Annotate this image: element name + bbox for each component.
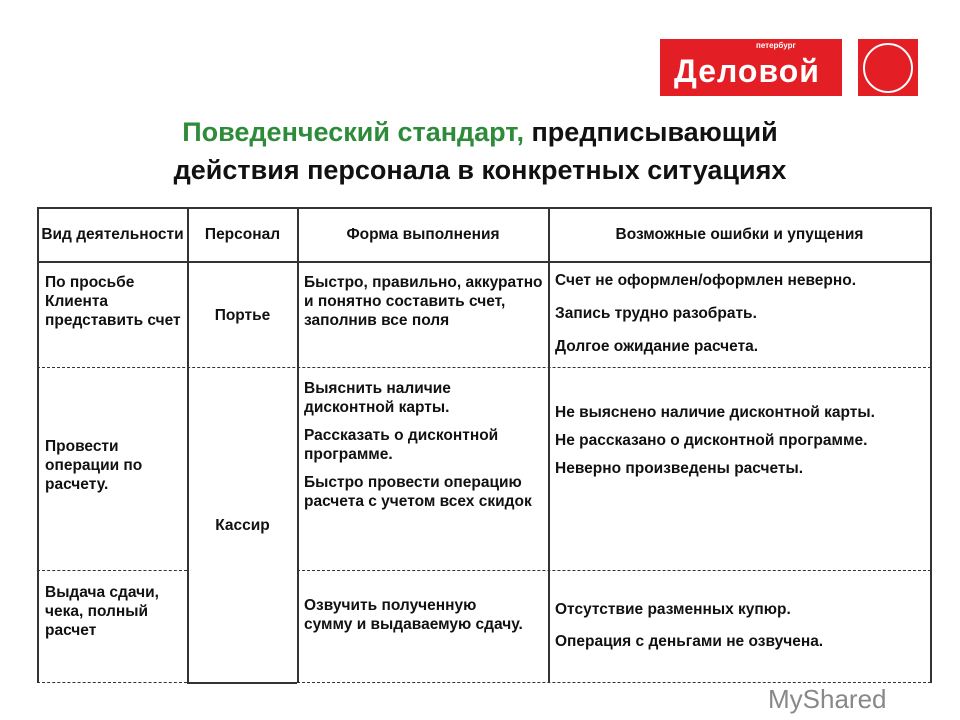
emblem-logo <box>858 39 918 96</box>
watermark: MyShared <box>768 684 887 714</box>
row1-errors <box>555 271 925 365</box>
table-border <box>37 207 39 683</box>
row2-form <box>304 379 544 520</box>
table-border <box>297 207 299 683</box>
row-divider <box>297 682 931 683</box>
error-item: Долгое ожидание расчета. <box>555 338 759 355</box>
emblem-ring-icon <box>863 43 913 93</box>
logo-big-text: Деловой <box>674 53 820 89</box>
error-item: Счет не оформлен/оформлен неверно. <box>555 272 857 289</box>
title-green: Поведенческий стандарт, <box>182 117 524 147</box>
header-staff: Персонал <box>204 226 281 243</box>
error-item: Не выяснено наличие дисконтной карты. <box>555 404 875 421</box>
row-divider <box>37 682 187 683</box>
row3-errors <box>555 600 925 660</box>
title-rest: предписывающий <box>524 117 778 147</box>
row3-activity: Выдача сдачи, чека, полный расчет <box>45 584 159 639</box>
row2-errors <box>555 403 885 487</box>
row-divider <box>37 570 187 571</box>
header-errors: Возможные ошибки и упущения <box>615 226 864 243</box>
row1-activity: По просьбе Клиента представить счет <box>45 274 181 329</box>
header-activity: Вид деятельности <box>41 226 184 243</box>
row1-staff: Портье <box>214 306 271 324</box>
row2-activity: Провести операции по расчету. <box>45 438 143 493</box>
row-divider <box>37 367 931 368</box>
form-item: Выяснить наличие дисконтной карты. <box>304 380 451 416</box>
title-line2: действия персонала в конкретных ситуациях <box>173 155 787 185</box>
delovoy-logo <box>660 39 842 96</box>
header-form: Форма выполнения <box>346 226 500 243</box>
table-border <box>37 261 931 263</box>
error-item: Не рассказано о дисконтной программе. <box>555 432 868 449</box>
row3-form: Озвучить полученную сумму и выдаваемую сдачу. <box>304 597 523 633</box>
form-item: Рассказать о дисконтной программе. <box>304 427 499 463</box>
row2-staff: Кассир <box>215 517 270 534</box>
table-border <box>930 207 932 683</box>
error-item: Запись трудно разобрать. <box>555 305 757 322</box>
error-item: Неверно произведены расчеты. <box>555 460 804 477</box>
error-item: Отсутствие разменных купюр. <box>555 601 791 618</box>
error-item: Операция с деньгами не озвучена. <box>555 633 824 650</box>
logo-small-text: петербург <box>756 41 796 50</box>
table-border <box>548 207 550 683</box>
form-item: Быстро провести операцию расчета с учетом всех скидок <box>304 474 532 510</box>
table-border <box>187 682 297 684</box>
slide-title <box>0 113 960 189</box>
row1-form: Быстро, правильно, аккуратно и понятно составить счет, заполнив все поля <box>304 274 543 329</box>
row-divider <box>297 570 931 571</box>
